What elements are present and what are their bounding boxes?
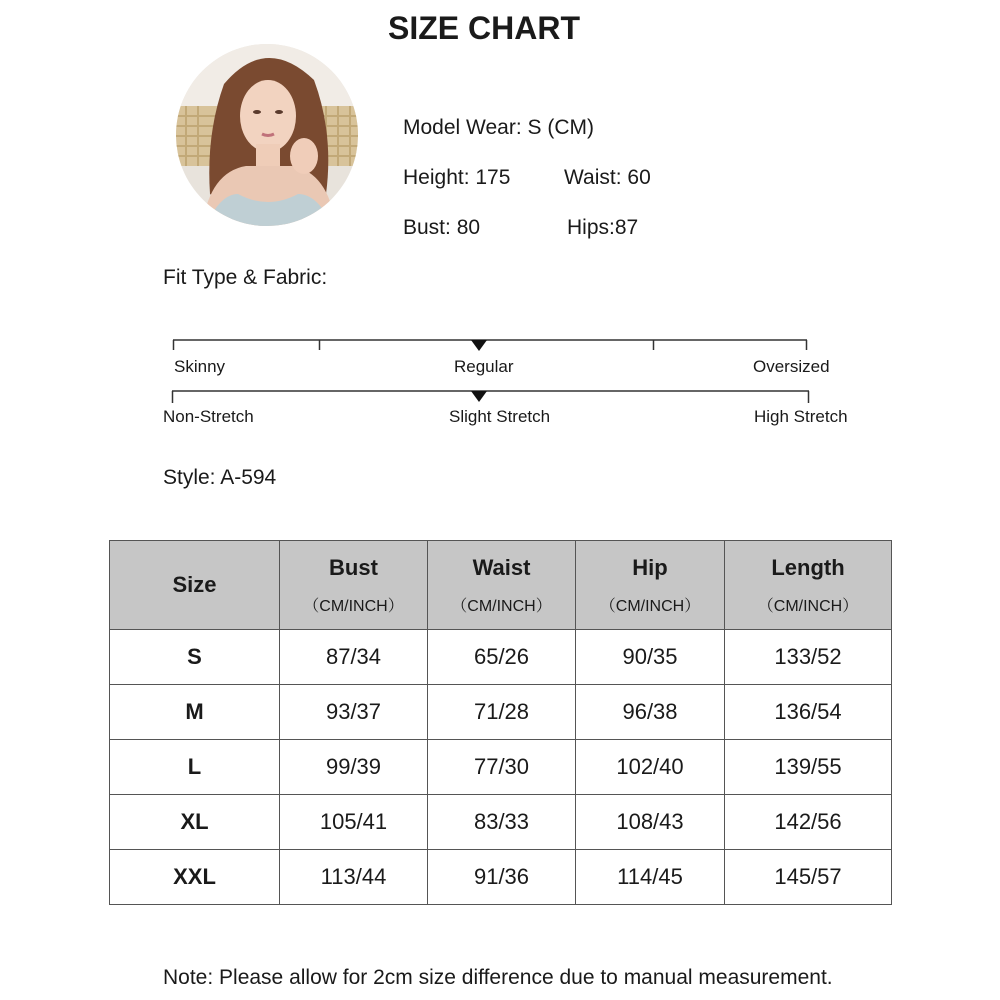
hip-cell: 114/45 — [576, 850, 725, 905]
hip-cell: 108/43 — [576, 795, 725, 850]
length-cell: 133/52 — [725, 630, 892, 685]
table-row — [110, 630, 892, 685]
table-row — [110, 740, 892, 795]
fit-label-regular: Regular — [454, 357, 514, 376]
header-label: Length — [771, 554, 845, 580]
header-waist — [428, 541, 576, 630]
hip-cell: 96/38 — [576, 685, 725, 740]
fit-label-oversized: Oversized — [753, 357, 830, 376]
page-title: SIZE CHART — [388, 10, 580, 46]
header-label: Bust — [329, 554, 378, 580]
bust-cell: 105/41 — [280, 795, 428, 850]
fit-type-label: Fit Type & Fabric: — [163, 266, 328, 289]
size-cell: XL — [110, 795, 280, 850]
bust-cell: 99/39 — [280, 740, 428, 795]
model-bust: Bust: 80 — [403, 216, 481, 239]
waist-cell: 65/26 — [428, 630, 576, 685]
header-size — [110, 541, 280, 630]
stretch-marker-icon — [471, 391, 487, 402]
model-wear: Model Wear: S (CM) — [403, 116, 594, 139]
size-cell: M — [110, 685, 280, 740]
table-row — [110, 685, 892, 740]
waist-cell: 91/36 — [428, 850, 576, 905]
model-hips: Hips:87 — [567, 216, 639, 239]
header-unit: （CM/INCH） — [757, 597, 859, 615]
length-cell: 136/54 — [725, 685, 892, 740]
stretch-label-slight: Slight Stretch — [449, 407, 551, 426]
header-unit: （CM/INCH） — [599, 597, 701, 615]
length-cell: 145/57 — [725, 850, 892, 905]
header-unit: （CM/INCH） — [451, 597, 552, 615]
stretch-label-high: High Stretch — [754, 407, 848, 426]
header-label: Hip — [632, 554, 668, 580]
size-table — [109, 540, 892, 905]
size-cell: L — [110, 740, 280, 795]
table-row — [110, 850, 892, 905]
waist-cell: 71/28 — [428, 685, 576, 740]
bust-cell: 93/37 — [280, 685, 428, 740]
size-cell: XXL — [110, 850, 280, 905]
fit-marker-icon — [471, 340, 487, 351]
size-cell: S — [110, 630, 280, 685]
fit-label-skinny: Skinny — [174, 357, 226, 376]
length-cell: 139/55 — [725, 740, 892, 795]
header-label: Waist — [472, 554, 531, 580]
model-waist: Waist: 60 — [564, 166, 651, 189]
header-length — [725, 541, 892, 630]
length-cell: 142/56 — [725, 795, 892, 850]
header-unit: （CM/INCH） — [303, 597, 404, 615]
model-height: Height: 175 — [403, 166, 511, 189]
waist-cell: 83/33 — [428, 795, 576, 850]
hip-cell: 90/35 — [576, 630, 725, 685]
header-bust — [280, 541, 428, 630]
header-label: Size — [172, 572, 217, 597]
hip-cell: 102/40 — [576, 740, 725, 795]
bust-cell: 113/44 — [280, 850, 428, 905]
measurement-note: Note: Please allow for 2cm size difference due to manual measurement. — [163, 966, 833, 989]
header-hip — [576, 541, 725, 630]
table-row — [110, 795, 892, 850]
waist-cell: 77/30 — [428, 740, 576, 795]
table-header-row — [110, 541, 892, 630]
style-code: Style: A-594 — [163, 466, 277, 489]
bust-cell: 87/34 — [280, 630, 428, 685]
stretch-label-non: Non-Stretch — [163, 407, 254, 426]
